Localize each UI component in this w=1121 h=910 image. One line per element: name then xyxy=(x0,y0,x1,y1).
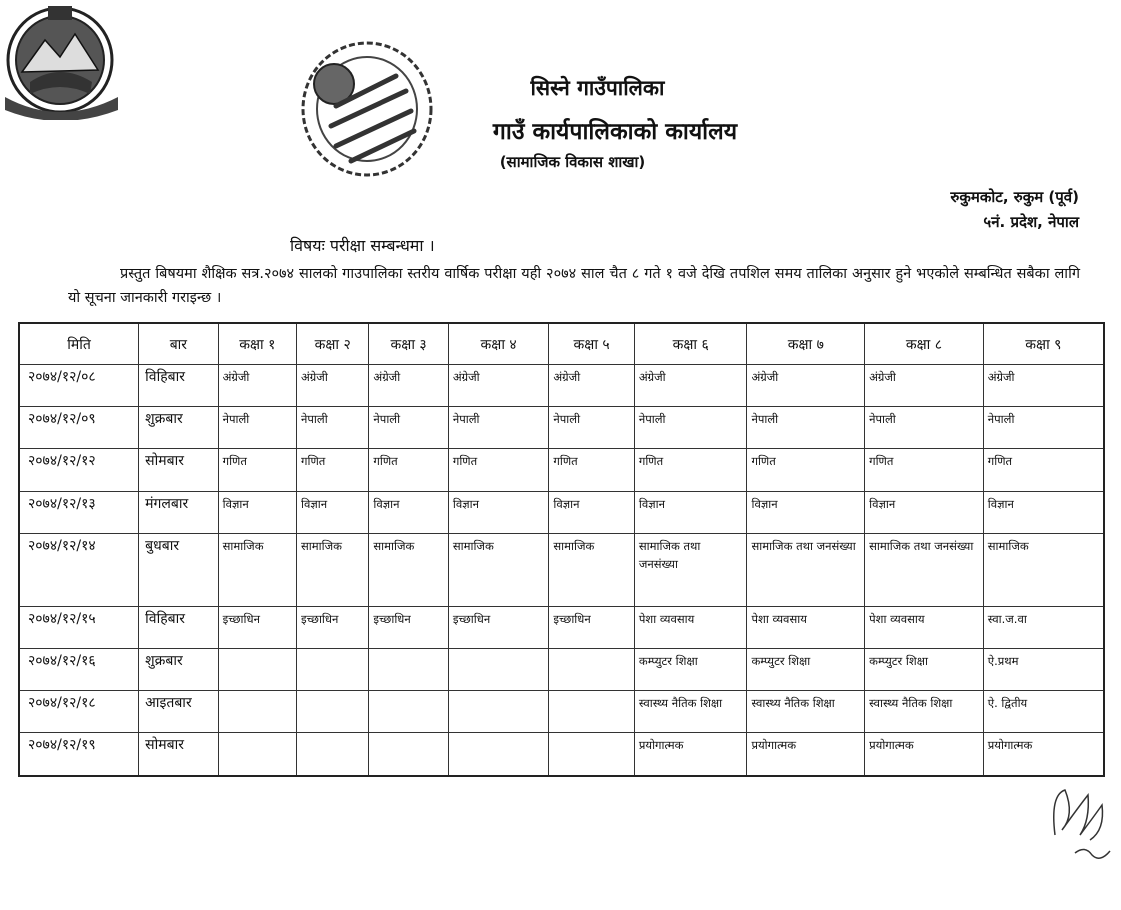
subject-cell: अंग्रेजी xyxy=(983,365,1104,407)
subject-cell: पेशा व्यवसाय xyxy=(747,606,865,648)
subject-cell: इच्छाधिन xyxy=(297,606,369,648)
subject-cell: विज्ञान xyxy=(297,491,369,533)
subject-cell: अंग्रेजी xyxy=(865,365,984,407)
date-cell: २०७४/१२/०९ xyxy=(19,407,139,449)
table-row xyxy=(19,691,1104,733)
subject-cell xyxy=(297,691,369,733)
column-header: कक्षा ९ xyxy=(983,323,1104,365)
table-row xyxy=(19,491,1104,533)
subject-cell: स्वास्थ्य नैतिक शिक्षा xyxy=(747,691,865,733)
subject-cell: अंग्रेजी xyxy=(634,365,747,407)
signature-icon xyxy=(1040,775,1120,870)
table-row xyxy=(19,533,1104,606)
day-cell: शुक्रबार xyxy=(139,648,218,690)
subject-cell: इच्छाधिन xyxy=(448,606,549,648)
subject-cell: विज्ञान xyxy=(634,491,747,533)
subject-cell xyxy=(448,648,549,690)
subject-cell: गणित xyxy=(448,449,549,491)
subject-cell: प्रयोगात्मक xyxy=(634,733,747,776)
subject-cell: स्वास्थ्य नैतिक शिक्षा xyxy=(865,691,984,733)
subject-cell: गणित xyxy=(369,449,448,491)
subject-cell: अंग्रेजी xyxy=(218,365,296,407)
nepal-emblem-icon xyxy=(0,2,125,120)
subject-cell: नेपाली xyxy=(448,407,549,449)
subject-cell: नेपाली xyxy=(549,407,634,449)
office-name: सिस्ने गाउँपालिका xyxy=(530,76,665,100)
subject-cell: गणित xyxy=(634,449,747,491)
subject-cell: नेपाली xyxy=(747,407,865,449)
subject-cell: सामाजिक xyxy=(549,533,634,606)
subject-cell: नेपाली xyxy=(297,407,369,449)
subject-cell: इच्छाधिन xyxy=(549,606,634,648)
subject-cell xyxy=(369,733,448,776)
subject-cell xyxy=(218,648,296,690)
address-line-2: ५नं. प्रदेश, नेपाल xyxy=(983,213,1079,231)
subject-cell: अंग्रेजी xyxy=(747,365,865,407)
subject-cell: गणित xyxy=(218,449,296,491)
subject-cell: कम्प्युटर शिक्षा xyxy=(634,648,747,690)
subject-cell: सामाजिक xyxy=(448,533,549,606)
subject-cell: कम्प्युटर शिक्षा xyxy=(865,648,984,690)
exam-schedule-table xyxy=(18,322,1105,777)
table-row xyxy=(19,449,1104,491)
subject-cell: अंग्रेजी xyxy=(448,365,549,407)
subject-cell xyxy=(448,691,549,733)
subject-cell: कम्प्युटर शिक्षा xyxy=(747,648,865,690)
subject-cell: विज्ञान xyxy=(865,491,984,533)
subject-cell xyxy=(218,733,296,776)
column-header: कक्षा ४ xyxy=(448,323,549,365)
subject-cell: विज्ञान xyxy=(448,491,549,533)
column-header: कक्षा ६ xyxy=(634,323,747,365)
subject-cell: सामाजिक xyxy=(983,533,1104,606)
subject-cell: सामाजिक xyxy=(297,533,369,606)
subject-cell: ऐ. द्वितीय xyxy=(983,691,1104,733)
subject-cell: ऐ.प्रथम xyxy=(983,648,1104,690)
subject-cell: विज्ञान xyxy=(549,491,634,533)
subject-cell: प्रयोगात्मक xyxy=(983,733,1104,776)
subject-cell: गणित xyxy=(865,449,984,491)
table-row xyxy=(19,365,1104,407)
subject-cell: अंग्रेजी xyxy=(369,365,448,407)
table-row xyxy=(19,648,1104,690)
subject-cell: विज्ञान xyxy=(218,491,296,533)
subject-cell: नेपाली xyxy=(218,407,296,449)
subject-cell: स्वा.ज.वा xyxy=(983,606,1104,648)
date-cell: २०७४/१२/१८ xyxy=(19,691,139,733)
subject-cell xyxy=(549,733,634,776)
subject-cell: अंग्रेजी xyxy=(549,365,634,407)
date-cell: २०७४/१२/१९ xyxy=(19,733,139,776)
notice-paragraph: प्रस्तुत बिषयमा शैक्षिक सत्र.२०७४ सालको गाउपालिका स्तरीय वार्षिक परीक्षा यही २०७४ साल चैत ८ गते १ वजे देखि तपशिल समय तालिका अनुसार हुने भएकोले सम्बन्धित सबैका लागि यो सूचना जानकारी गराइन्छ । xyxy=(68,266,1080,306)
subject-cell: सामाजिक तथा जनसंख्या xyxy=(634,533,747,606)
subject-cell: गणित xyxy=(747,449,865,491)
column-header: मिति xyxy=(19,323,139,365)
subject-cell: गणित xyxy=(549,449,634,491)
subject-line: विषयः परीक्षा सम्बन्धमा । xyxy=(290,236,435,255)
date-cell: २०७४/१२/०८ xyxy=(19,365,139,407)
day-cell: विहिबार xyxy=(139,365,218,407)
subject-cell: गणित xyxy=(297,449,369,491)
table-body xyxy=(19,365,1104,777)
column-header: कक्षा ८ xyxy=(865,323,984,365)
subject-cell xyxy=(549,691,634,733)
date-cell: २०७४/१२/१२ xyxy=(19,449,139,491)
day-cell: बुधबार xyxy=(139,533,218,606)
day-cell: सोमबार xyxy=(139,733,218,776)
table-row xyxy=(19,407,1104,449)
subject-cell xyxy=(549,648,634,690)
subject-cell xyxy=(369,648,448,690)
subject-cell: प्रयोगात्मक xyxy=(747,733,865,776)
subject-cell xyxy=(297,733,369,776)
subject-cell xyxy=(218,691,296,733)
subject-cell: नेपाली xyxy=(634,407,747,449)
table-row xyxy=(19,733,1104,776)
subject-cell: सामाजिक तथा जनसंख्या xyxy=(747,533,865,606)
subject-cell: पेशा व्यवसाय xyxy=(865,606,984,648)
office-title: गाउँ कार्यपालिकाको कार्यालय xyxy=(492,119,738,145)
subject-cell: नेपाली xyxy=(865,407,984,449)
subject-cell: नेपाली xyxy=(369,407,448,449)
subject-cell: इच्छाधिन xyxy=(369,606,448,648)
day-cell: विहिबार xyxy=(139,606,218,648)
subject-cell: गणित xyxy=(983,449,1104,491)
office-stamp-icon xyxy=(296,36,438,182)
address-line-1: रुकुमकोट, रुकुम (पूर्व) xyxy=(950,188,1079,206)
subject-cell xyxy=(297,648,369,690)
subject-cell: विज्ञान xyxy=(369,491,448,533)
day-cell: मंगलबार xyxy=(139,491,218,533)
column-header: कक्षा ३ xyxy=(369,323,448,365)
table-header xyxy=(19,323,1104,365)
subject-cell: विज्ञान xyxy=(983,491,1104,533)
day-cell: सोमबार xyxy=(139,449,218,491)
date-cell: २०७४/१२/१६ xyxy=(19,648,139,690)
date-cell: २०७४/१२/१३ xyxy=(19,491,139,533)
table-row xyxy=(19,606,1104,648)
day-cell: आइतबार xyxy=(139,691,218,733)
subject-cell: प्रयोगात्मक xyxy=(865,733,984,776)
column-header: कक्षा ५ xyxy=(549,323,634,365)
subject-cell: विज्ञान xyxy=(747,491,865,533)
subject-cell: स्वास्थ्य नैतिक शिक्षा xyxy=(634,691,747,733)
subject-cell xyxy=(448,733,549,776)
day-cell: शुक्रबार xyxy=(139,407,218,449)
subject-cell: पेशा व्यवसाय xyxy=(634,606,747,648)
subject-cell xyxy=(369,691,448,733)
date-cell: २०७४/१२/१५ xyxy=(19,606,139,648)
subject-cell: सामाजिक xyxy=(369,533,448,606)
subject-cell: अंग्रेजी xyxy=(297,365,369,407)
column-header: कक्षा २ xyxy=(297,323,369,365)
subject-cell: इच्छाधिन xyxy=(218,606,296,648)
column-header: कक्षा १ xyxy=(218,323,296,365)
subject-cell: सामाजिक तथा जनसंख्या xyxy=(865,533,984,606)
subject-cell: सामाजिक xyxy=(218,533,296,606)
date-cell: २०७४/१२/१४ xyxy=(19,533,139,606)
header-row xyxy=(19,323,1104,365)
column-header: कक्षा ७ xyxy=(747,323,865,365)
subject-cell: नेपाली xyxy=(983,407,1104,449)
column-header: बार xyxy=(139,323,218,365)
branch-name: (सामाजिक विकास शाखा) xyxy=(499,153,646,171)
